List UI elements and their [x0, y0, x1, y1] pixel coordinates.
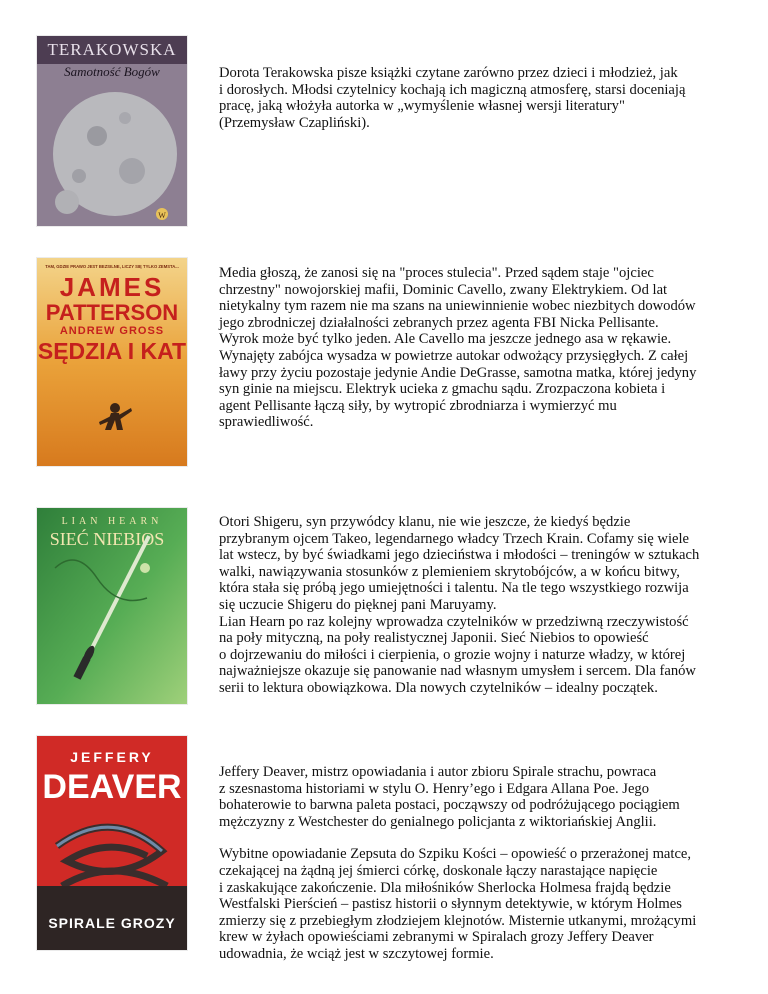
book-cover-4 [37, 736, 187, 950]
description-paragraph: Jeffery Deaver, mistrz opowiadania i autor zbioru Spirale strachu, powraca z szesnastoma historiami w stylu O. Henry’ego i Edgara Allana Poe. Jego bohaterowie to barwna paleta postaci, począwszy od podróżującego pociągiem mężczyzny z Westchester do genialnego policjanta z wiktoriańskiej Anglii. [219, 764, 680, 830]
book-description-4 [219, 764, 739, 963]
cover-1-title: Samotność Bogów [64, 64, 160, 79]
description-paragraph: Media głoszą, że zanosi się na "proces stulecia". Przed sądem staje "ojciec chrzestny" nowojorskiej mafii, Dominic Cavello, zwany Elektrykiem. Od lat nietykalny tym razem nie ma szans na uniewinnienie wobec niezbitych dowodów jego zbrodniczej działalności zebranych przez agenta FBI Nicka Pellisante. Wyrok może być tylko jeden. Ale Cavello ma jeszcze jednego asa w rękawie. Wynajęty zabójca wysadza w powietrze autokar odwożący przysięgłych. Z całej ławy przy życiu pozostaje jedynie Andie DeGrasse, samotna matka, której jedyny syn ginie na miejscu. Elektryk ucieka z gmachu sądu. Zrozpaczona kobieta i agent Pellisante łączą siły, by wytropić zbrodniarza i wymierzyć mu sprawiedliwość. [219, 265, 697, 431]
cover-2-author-first: JAMES [59, 272, 165, 302]
cover-2-author-last: PATTERSON [45, 300, 179, 325]
book-description-1 [219, 65, 739, 131]
book-description-3 [219, 514, 739, 697]
cover-3-title: SIEĆ NIEBIOS [49, 529, 165, 549]
cover-2-title: SĘDZIA I KAT [37, 338, 187, 364]
book-cover-1 [37, 36, 187, 226]
cover-4-author-last: DEAVER [42, 768, 182, 806]
description-paragraph: Wybitne opowiadanie Zepsuta do Szpiku Kości – opowieść o przerażonej matce, czekającej na żądną jej śmierci córkę, doskonale łączy narastające napięcie i zaskakujące zakończenie. Dla miłośników Sherlocka Holmesa frajdą będzie Westfalski Pierścień – pastisz historii o słynnym detektywie, w którym Holmes zmierzy się z przebiegłym złodziejem klejnotów. Misternie utkanymi, mrożącymi krew w żyłach opowieściami zebranymi w Spiralach grozy Jeffery Deaver udowadnia, że wciąż jest w szczytowej formie. [219, 846, 697, 962]
cover-2-tagline: TAM, GDZIE PRAWO JEST BEZSILNE, LICZY SIĘ TYLKO ZEMSTA... [45, 264, 179, 269]
description-paragraph: Dorota Terakowska pisze książki czytane zarówno przez dzieci i młodzież, jak i dorosłych. Młodsi czytelnicy kochają ich magiczną atmosferę, starsi doceniają pracę, jaką włożyła autorka w „wymyślenie własnej wersji literatury" (Przemysław Czapliński). [219, 65, 686, 131]
cover-4-author-first: JEFFERY [70, 749, 154, 765]
cover-4-title: SPIRALE GROZY [48, 915, 176, 931]
book-cover-3 [37, 508, 187, 704]
description-paragraph: Otori Shigeru, syn przywódcy klanu, nie wie jeszcze, że kiedyś będzie przybranym ojcem Takeo, legendarnego władcy Trzech Krain. Cofamy się wiele lat wstecz, by być świadkami jego dzieciństwa i młodości – treningów w sztukach walki, nawiązywania stosunków z plemieniem skrytobójców, a w końcu bitwy, która stała się próbą jego umiejętności i talentu. Na tle tego wszystkiego rozwija się uczucie Shigeru do pięknej pani Maruyamy. Lian Hearn po raz kolejny wprowadza czytelników w przedziwną rzeczywistość na poły mityczną, na poły realistycznej Japonii. Sieć Niebios to opowieść o dojrzewaniu do miłości i cierpienia, o grozie wojny i naturze władzy, w której najważniejsze okazuje się panowanie nad własnym umysłem i sercem. Dla fanów serii to lektura obowiązkowa. Dla nowych czytelników – idealny początek. [219, 514, 700, 696]
cover-3-author: LIAN HEARN [61, 516, 163, 527]
cover-2-coauthor: ANDREW GROSS [59, 325, 165, 337]
cover-1-author: TERAKOWSKA [47, 40, 177, 59]
cover-1-publisher-mark: W [158, 211, 166, 220]
book-cover-2 [37, 258, 187, 466]
book-description-2 [219, 265, 739, 431]
